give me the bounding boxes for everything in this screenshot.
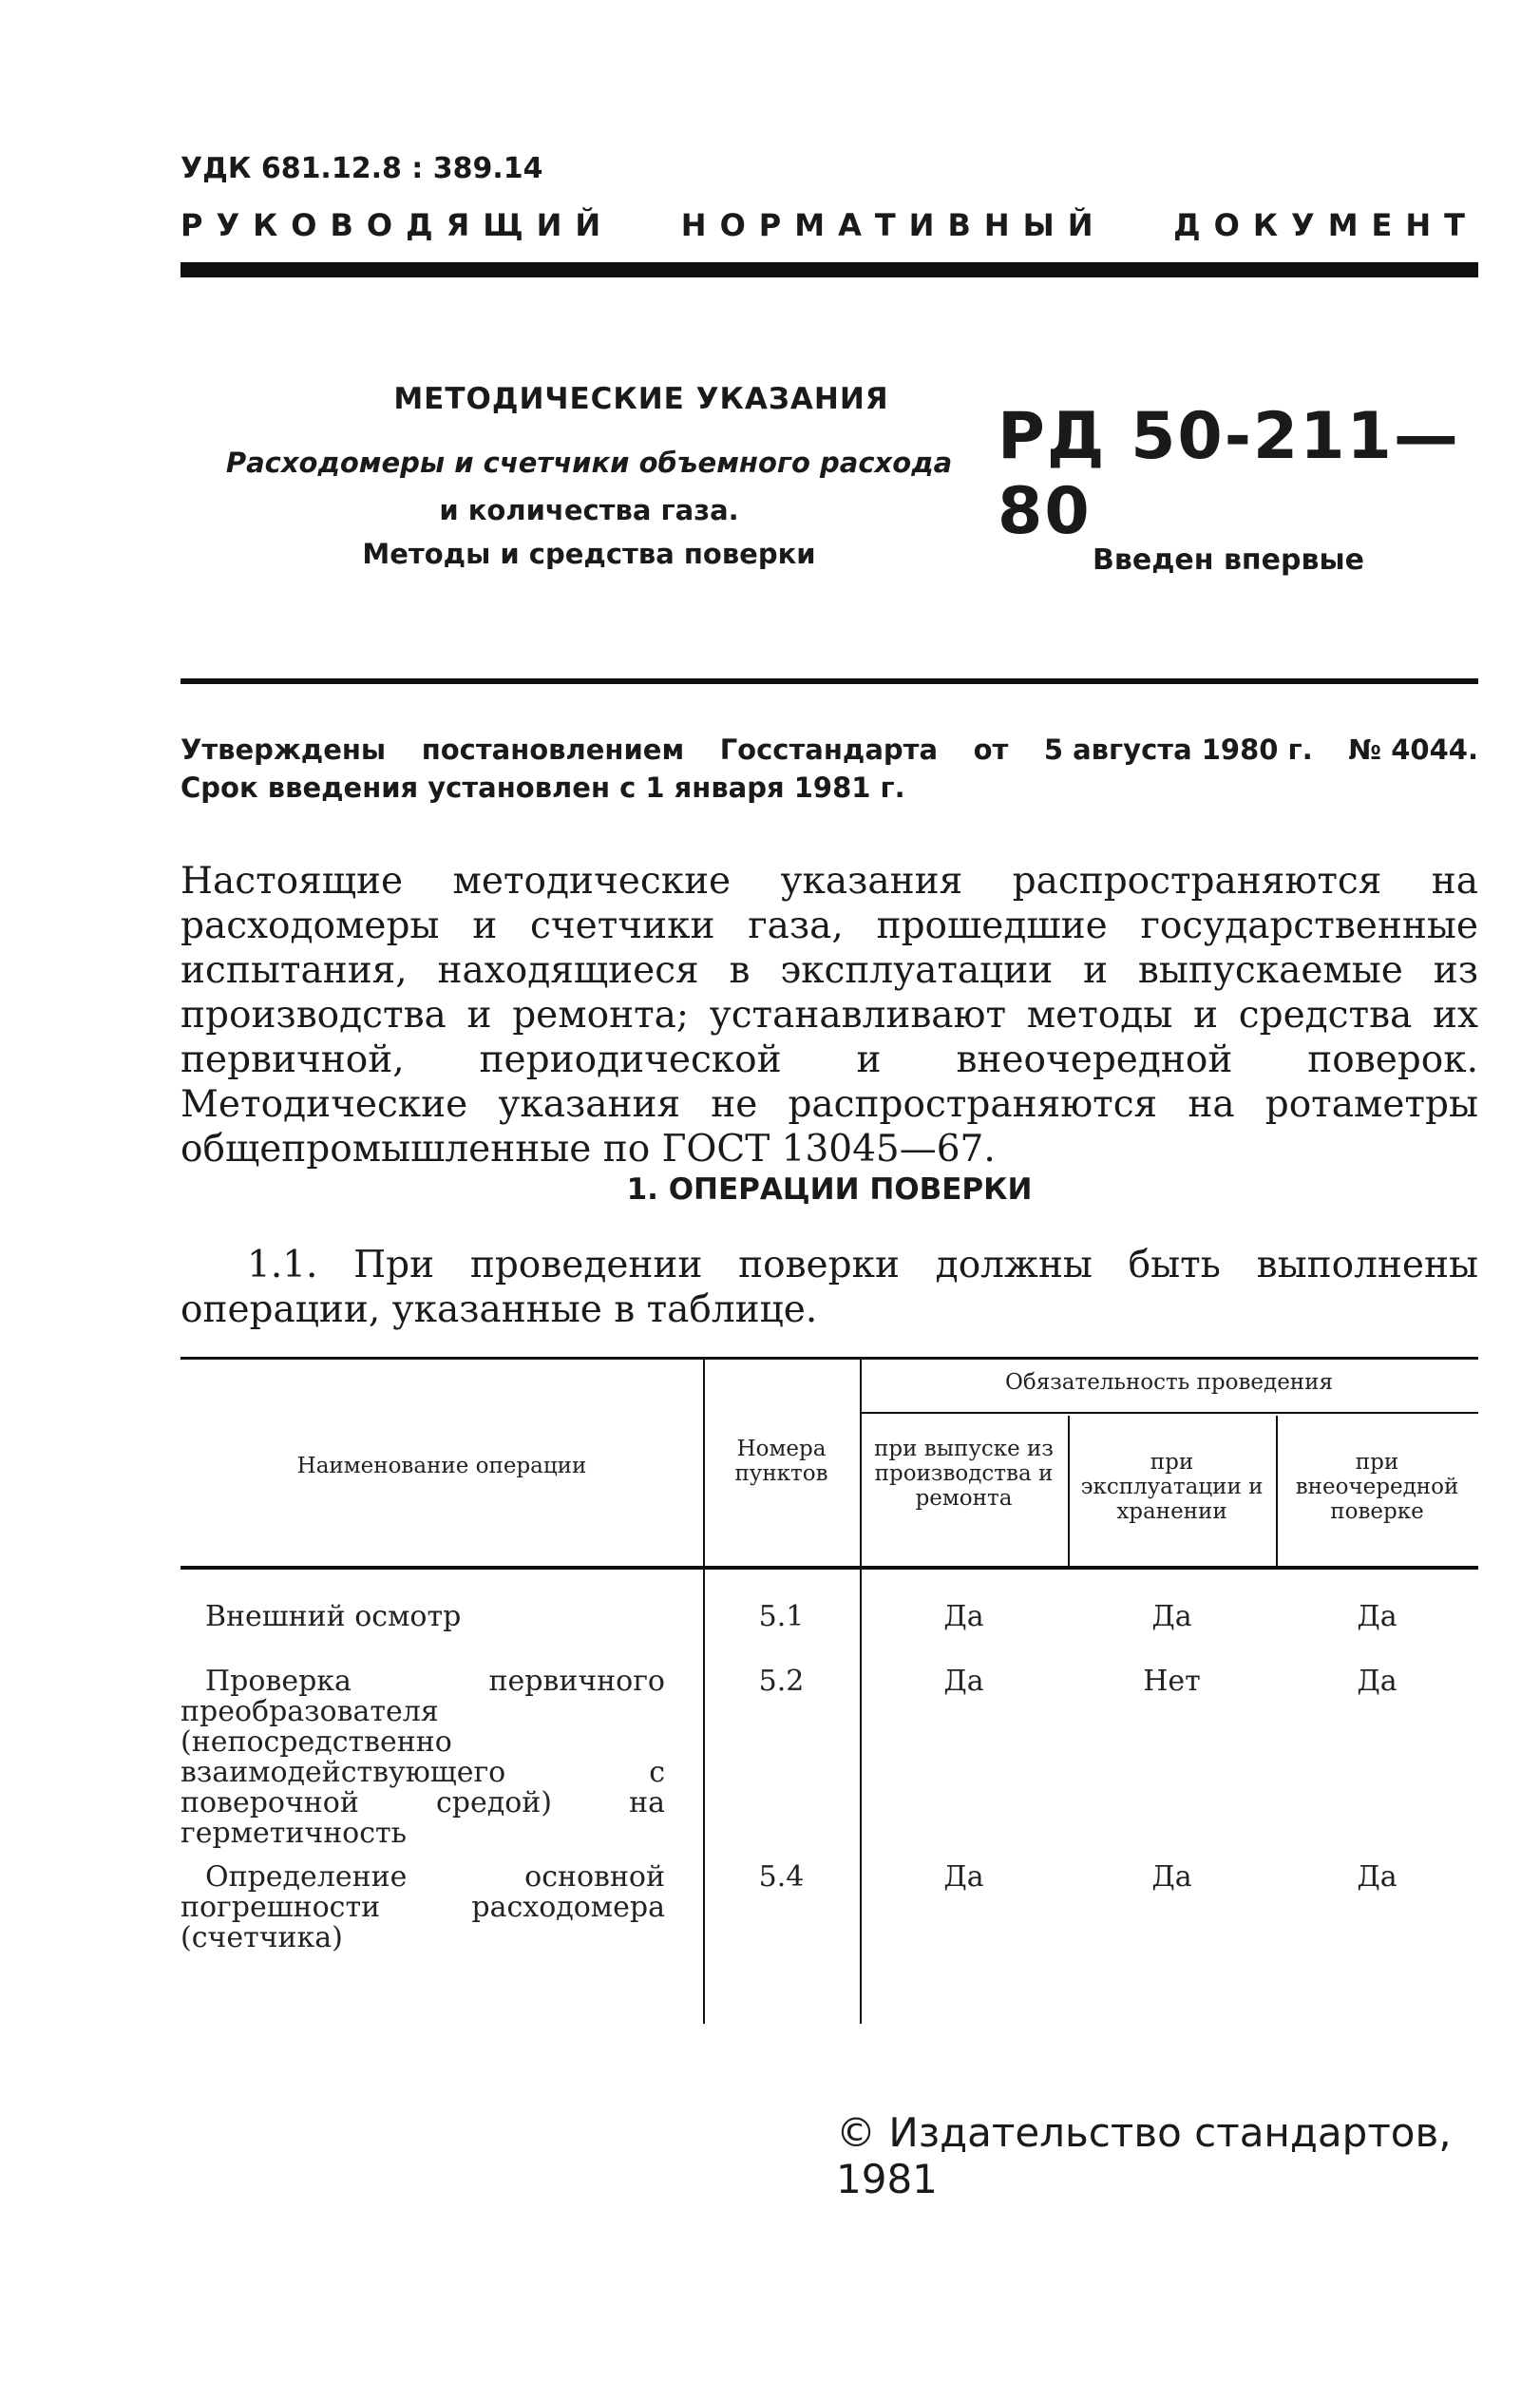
approval-part: постановлением [421, 733, 685, 766]
table-top-rule [181, 1357, 1478, 1360]
table-cell-operation-storage: Нет [1143, 1665, 1201, 1698]
column-header-release: при выпуске из производства и ремонта [874, 1437, 1054, 1511]
table-cell-items: 5.4 [758, 1860, 805, 1894]
column-header-operation: Наименование операции [296, 1454, 587, 1478]
table-cell-operation-storage: Да [1151, 1600, 1192, 1633]
subtitle-line-1: Расходомеры и счетчики объемного расхода [225, 447, 953, 479]
table-header-rule [181, 1566, 1478, 1570]
publisher-copyright: © Издательство стандартов, 1981 [836, 2109, 1452, 2202]
table-cell-operation: Проверка первичного преобразователя (непосредственно взаимодействующего с поверочной средой) на герметичность [181, 1665, 665, 1850]
udc-code: УДК 681.12.8 : 389.14 [181, 152, 543, 185]
table-cell-release: Да [943, 1665, 984, 1698]
subtitle-line-2: и количества газа. [439, 494, 739, 526]
approval-line-2: Срок введения установлен с 1 января 1981 г. [181, 771, 905, 804]
approval-part: от [973, 733, 1009, 766]
table-cell-operation-storage: Да [1151, 1860, 1192, 1894]
method-title: МЕТОДИЧЕСКИЕ УКАЗАНИЯ [393, 382, 889, 416]
table-cell-release: Да [943, 1860, 984, 1894]
header-word-3: ДОКУМЕНТ [1173, 207, 1478, 243]
table-cell-items: 5.1 [758, 1600, 805, 1633]
document-code: РД 50-211—80 [998, 399, 1460, 549]
table-cell-release: Да [943, 1600, 984, 1633]
table-cell-operation: Внешний осмотр [205, 1600, 462, 1633]
header-word-2: НОРМАТИВНЫЙ [680, 207, 1107, 243]
table-cell-extraordinary: Да [1357, 1860, 1397, 1894]
column-header-items: Номера пунктов [734, 1437, 828, 1486]
approval-part: Госстандарта [719, 733, 939, 766]
group-header-rule [860, 1412, 1478, 1414]
section-heading: 1. ОПЕРАЦИИ ПОВЕРКИ [626, 1172, 1033, 1207]
column-header-extraordinary: при внеочередной поверке [1295, 1450, 1459, 1524]
table-cell-items: 5.2 [758, 1665, 805, 1698]
column-group-header: Обязательность проведения [1005, 1370, 1333, 1395]
approval-line-1 [181, 733, 1478, 766]
column-header-operation-storage: при эксплуатации и хранении [1080, 1450, 1264, 1524]
approval-part: 5 августа 1980 г. [1043, 733, 1313, 766]
approval-part: Утверждены [181, 733, 387, 766]
table-cell-operation: Определение основной погрешности расходомера (счетчика) [181, 1860, 665, 1954]
approval-part: № 4044. [1348, 733, 1478, 766]
paragraph-1-1: 1.1. При проведении поверки должны быть выполнены операции, указанные в таблице. [181, 1244, 1478, 1331]
document-type-header [181, 207, 1478, 243]
header-word-1: РУКОВОДЯЩИЙ [181, 207, 615, 243]
scope-paragraph: Настоящие методические указания распространяются на расходомеры и счетчики газа, прошедшие государственные испытания, находящиеся в эксплуатации и выпускаемые из производства и ремонта; устанавливают методы и средства их первичной, периодической и внеочередной поверок. Методические указания не распространяются на ротаметры общепромышленные по ГОСТ 13045—67. [181, 860, 1478, 1171]
header-rule [181, 262, 1478, 277]
introduction-note: Введен впервые [1093, 543, 1364, 577]
table-cell-extraordinary: Да [1357, 1665, 1397, 1698]
title-divider [181, 678, 1478, 684]
table-cell-extraordinary: Да [1357, 1600, 1397, 1633]
subtitle-line-3: Методы и средства поверки [362, 538, 816, 570]
